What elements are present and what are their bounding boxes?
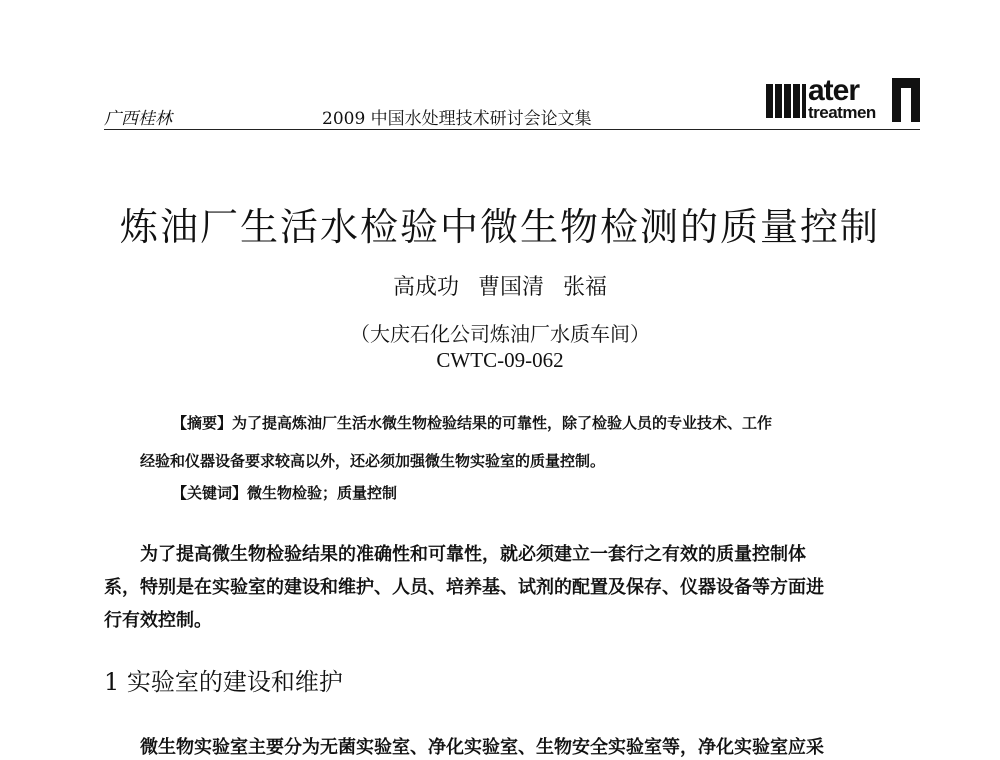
abstract-line-2: 经验和仪器设备要求较高以外，还必须加强微生物实验室的质量控制。 (140, 452, 606, 470)
abstract-line-1: 【摘要】为了提高炼油厂生活水微生物检验结果的可靠性，除了检验人员的专业技术、工作 (172, 414, 773, 432)
paper-title: 炼油厂生活水检验中微生物检测的质量控制 (119, 205, 880, 249)
logo-bars-icon (766, 84, 806, 118)
header-rule (104, 129, 920, 130)
paper-code: CWTC-09-062 (436, 348, 564, 372)
water-treatment-logo (766, 76, 920, 128)
body-paragraph-1-line-1: 为了提高微生物检验结果的准确性和可靠性，就必须建立一套行之有效的质量控制体 (140, 544, 806, 565)
keywords: 【关键词】微生物检验；质量控制 (172, 484, 398, 502)
running-header-proceedings: 2009 中国水处理技术研讨会论文集 (322, 109, 592, 129)
body-paragraph-1-line-2: 系，特别是在实验室的建设和维护、人员、培养基、试剂的配置及保存、仪器设备等方面进 (104, 577, 824, 598)
paper-affiliation: （大庆石化公司炼油厂水质车间） (350, 322, 650, 346)
logo-word-ater: ater (808, 74, 860, 107)
body-paragraph-1-line-3: 行有效控制。 (104, 610, 212, 631)
logo-t-block-icon (892, 78, 920, 122)
logo-word-treatmen: treatmen (808, 103, 876, 122)
body-paragraph-2-line-1: 微生物实验室主要分为无菌实验室、净化实验室、生物安全实验室等，净化实验室应采 (140, 737, 824, 758)
section-1-heading: 1 实验室的建设和维护 (104, 668, 343, 696)
running-header-location: 广西桂林 (104, 109, 172, 129)
paper-authors: 高成功 曹国清 张福 (393, 275, 607, 300)
